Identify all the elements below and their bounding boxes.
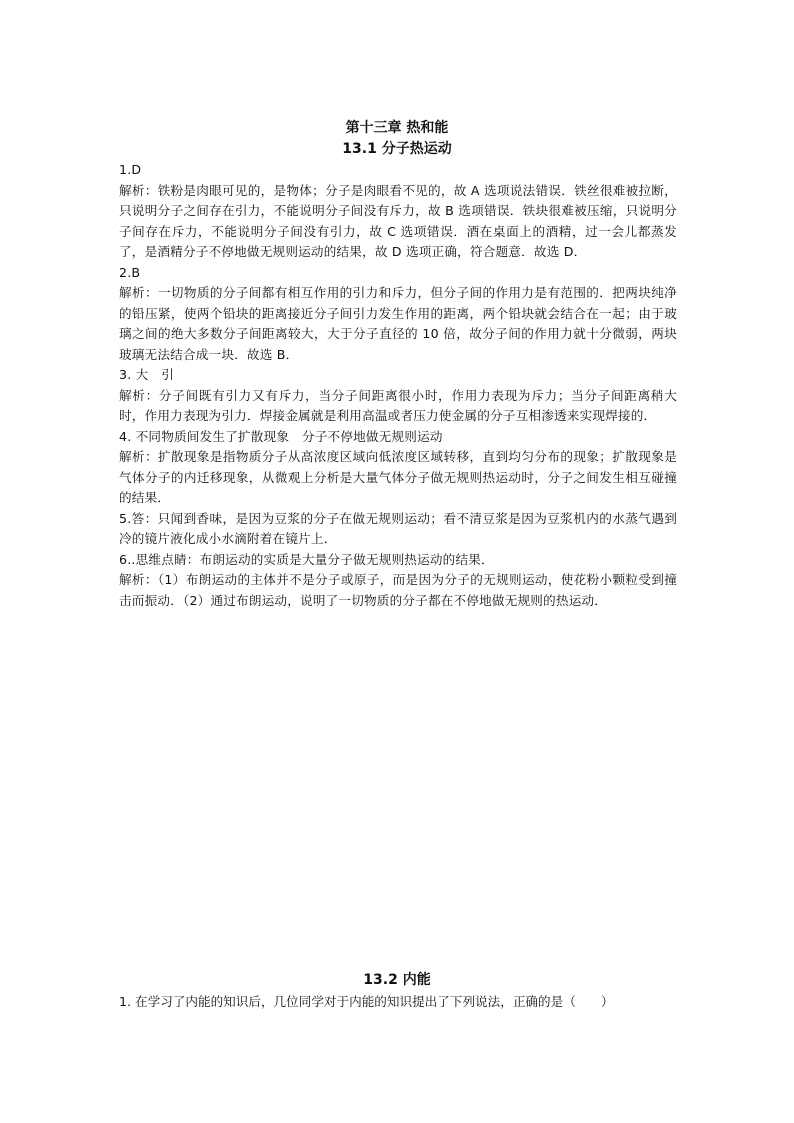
explanation-3: 解析：分子间既有引力又有斥力，当分子间距离很小时，作用力表现为斥力；当分子间距离稍大时，作用力表现为引力．焊接金属就是利用高温或者压力使金属的分子互相渗透来实现焊接的． (119, 387, 677, 423)
explanation-4: 解析：扩散现象是指物质分子从高浓度区域向低浓度区域转移，直到均匀分布的现象；扩散现象是气体分子的内迁移现象，从微观上分析是大量气体分子做无规则热运动时，分子之间发生相互碰撞的结果． (119, 449, 677, 505)
explanation-2: 解析：一切物质的分子间都有相互作用的引力和斥力，但分子间的作用力是有范围的．把两块纯净的铅压紧，使两个铅块的距离接近分子间引力发生作用的距离，两个铅块就会结合在一起；由于玻璃之间的绝大多数分子间距离较大，大于分子直径的 10 倍，故分子间的作用力就十分微弱，两块玻璃无法结合成一块．故选 B． (119, 285, 678, 362)
answer-3: 3. 大 引 (119, 367, 175, 382)
question-1: 1. 在学习了内能的知识后，几位同学对于内能的知识提出了下列说法，正确的是（ ） (119, 994, 614, 1009)
answer-content (119, 160, 677, 611)
explanation-6: 解析：（1）布朗运动的主体并不是分子或原子，而是因为分子的无规则运动，使花粉小颗粒受到撞击而振动．（2）通过布朗运动，说明了一切物质的分子都在不停地做无规则的热运动． (119, 572, 677, 608)
answer-2: 2.B (119, 264, 141, 280)
answer-4: 4. 不同物质间发生了扩散现象 分子不停地做无规则运动 (119, 428, 443, 444)
answer-5: 5.答：只闻到香味，是因为豆浆的分子在做无规则运动；看不清豆浆是因为豆浆机内的水蒸气遇到冷的镜片液化成小水滴附着在镜片上． (119, 510, 677, 546)
chapter-title: 第十三章 热和能 (345, 120, 449, 136)
answer-1: 1.D (119, 162, 142, 177)
answer-6: 6..思维点睛：布朗运动的实质是大量分子做无规则热运动的结果． (119, 551, 494, 567)
section-title-13-1: 13.1 分子热运动 (342, 141, 452, 157)
explanation-1: 解析：铁粉是肉眼可见的，是物体；分子是肉眼看不见的，故 A 选项说法错误．铁丝很难被拉断，只说明分子之间存在引力，不能说明分子间没有斥力，故 B 选项错误．铁块很难被压缩，只说明分子间存在斥力，不能说明分子间没有引力，故 C 选项错误．酒在桌面上的酒精，过一会儿都蒸发了，是酒精分子不停地做无规则运动的结果，故 D 选项正确，符合题意．故选 D． (119, 182, 677, 259)
section-title-13-2: 13.2 内能 (363, 972, 431, 988)
